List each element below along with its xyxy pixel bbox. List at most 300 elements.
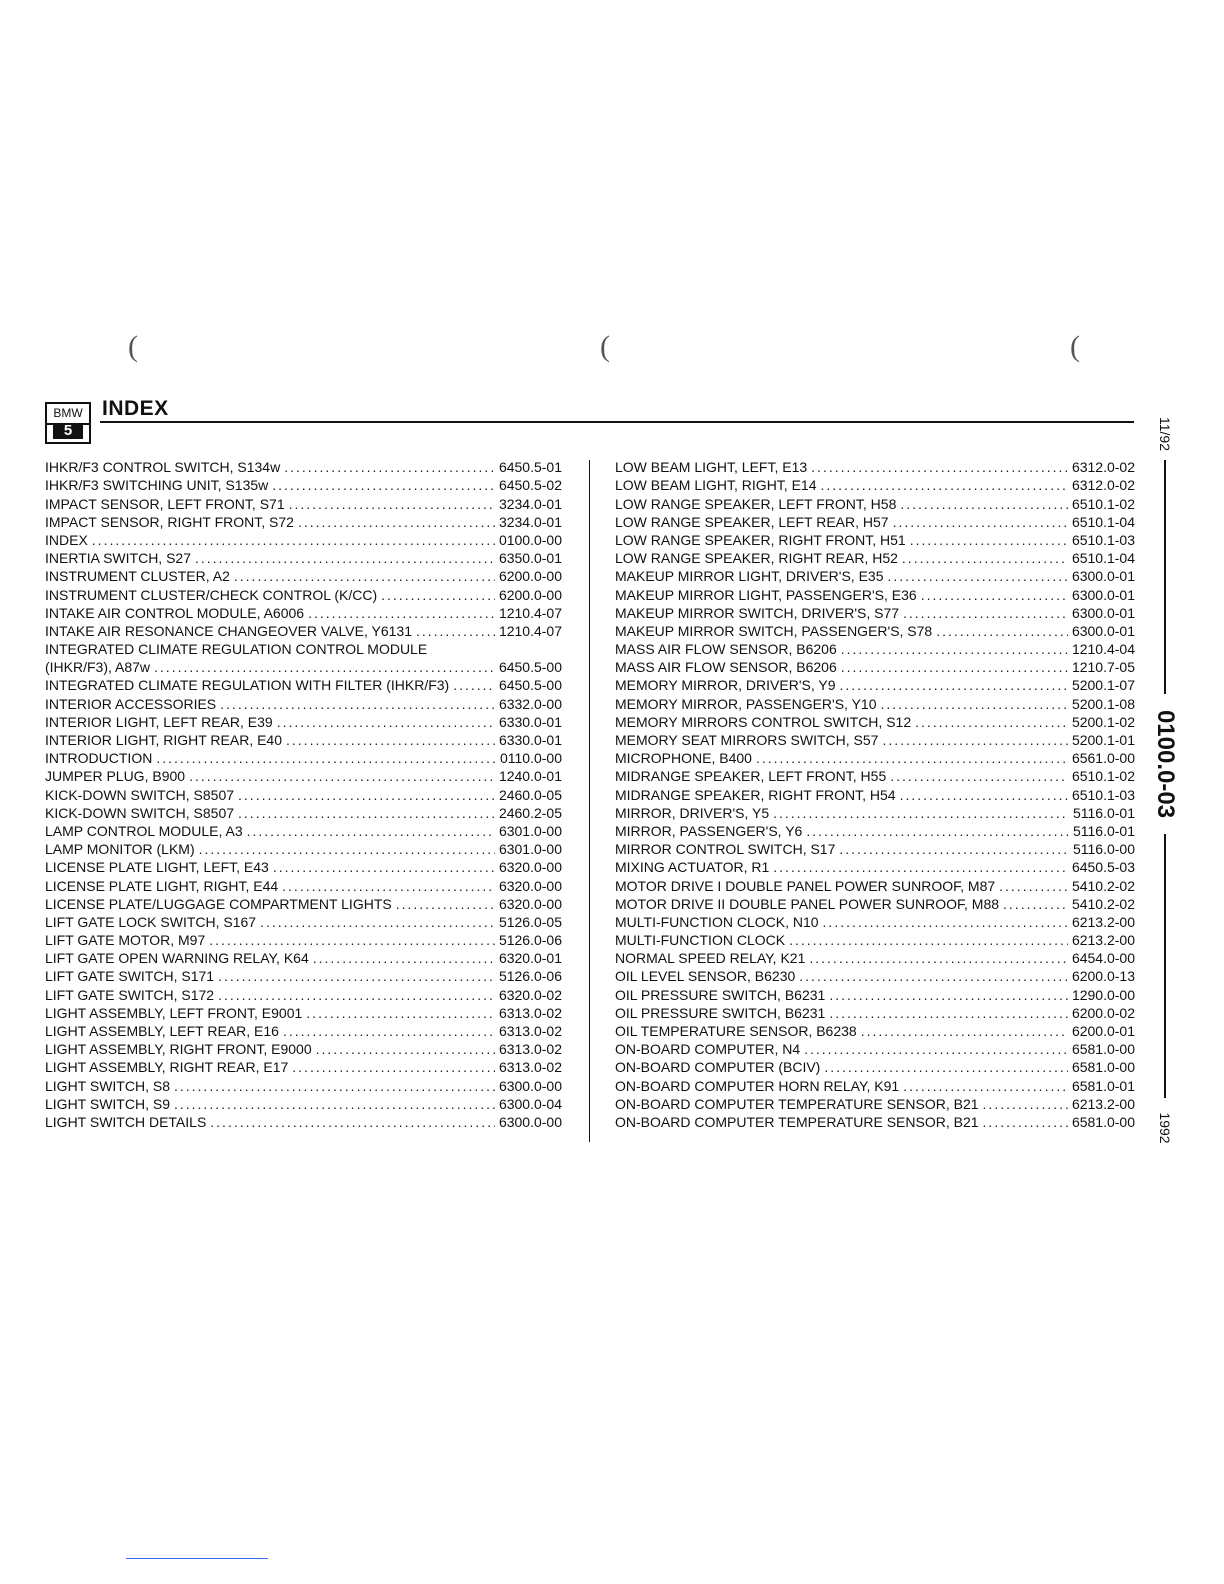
entry-code: 6332.0-00 — [498, 695, 562, 712]
entry-code: 6300.0-01 — [1071, 622, 1135, 639]
entry-code: 6213.2-00 — [1071, 913, 1135, 930]
dot-leader — [316, 1041, 495, 1057]
dot-leader — [840, 677, 1068, 693]
index-entry — [45, 1112, 562, 1130]
entry-name: IMPACT SENSOR, RIGHT FRONT, S72 — [45, 513, 294, 530]
sidebar-year: 1992 — [1157, 1112, 1173, 1144]
index-entry — [615, 748, 1135, 766]
index-entry — [45, 1021, 562, 1039]
index-entry — [615, 984, 1135, 1002]
entry-name: LIGHT SWITCH DETAILS — [45, 1113, 207, 1130]
entry-code: 6200.0-00 — [498, 568, 562, 585]
index-entry — [615, 839, 1135, 857]
entry-code: 6330.0-01 — [498, 713, 562, 730]
dot-leader — [284, 459, 495, 475]
entry-code: 6313.0-02 — [498, 1059, 562, 1076]
index-entry — [45, 894, 562, 912]
dot-leader — [823, 914, 1068, 930]
index-entry — [45, 839, 562, 857]
index-entry — [615, 1094, 1135, 1112]
entry-name: MULTI-FUNCTION CLOCK — [615, 932, 786, 949]
entry-name: INSTRUMENT CLUSTER, A2 — [45, 568, 230, 585]
dot-leader — [234, 568, 495, 584]
index-entry — [45, 566, 562, 584]
entry-name: MEMORY MIRROR, PASSENGER'S, Y10 — [615, 695, 877, 712]
entry-name: LICENSE PLATE LIGHT, LEFT, E43 — [45, 859, 269, 876]
entry-name: MOTOR DRIVE I DOUBLE PANEL POWER SUNROOF, M87 — [615, 877, 996, 894]
entry-name: LIGHT SWITCH, S8 — [45, 1077, 170, 1094]
dot-leader — [861, 1023, 1068, 1039]
dot-leader — [174, 1096, 495, 1112]
dot-leader — [936, 623, 1068, 639]
entry-name: INTRODUCTION — [45, 750, 153, 767]
entry-name: MASS AIR FLOW SENSOR, B6206 — [615, 641, 837, 658]
dot-leader — [416, 623, 495, 639]
dot-leader — [272, 477, 495, 493]
index-entry — [615, 857, 1135, 875]
index-entry — [45, 1075, 562, 1093]
entry-name: (IHKR/F3), A87w — [45, 659, 151, 676]
dot-leader — [156, 750, 496, 766]
index-entry — [615, 493, 1135, 511]
entry-code: 5126.0-05 — [498, 913, 562, 930]
entry-name: MEMORY MIRRORS CONTROL SWITCH, S12 — [615, 713, 912, 730]
index-entry — [615, 712, 1135, 730]
index-entry — [45, 493, 562, 511]
entry-code: 5410.2-02 — [1071, 895, 1135, 912]
entry-name: INTEGRATED CLIMATE REGULATION CONTROL MODULE — [45, 641, 428, 658]
entry-name: MIXING ACTUATOR, R1 — [615, 859, 770, 876]
entry-code: 6450.5-02 — [498, 477, 562, 494]
entry-code: 6300.0-01 — [1071, 604, 1135, 621]
dot-leader — [983, 1114, 1068, 1130]
entry-code: 6300.0-00 — [498, 1077, 562, 1094]
index-entry — [615, 584, 1135, 602]
entry-code: 6350.0-01 — [498, 550, 562, 567]
index-entry — [45, 984, 562, 1002]
dot-leader — [841, 641, 1068, 657]
entry-code: 2460.2-05 — [498, 804, 562, 821]
index-entry — [615, 930, 1135, 948]
entry-name: MICROPHONE, B400 — [615, 750, 752, 767]
index-entry — [615, 675, 1135, 693]
index-entry — [45, 966, 562, 984]
dot-leader — [811, 459, 1068, 475]
dot-leader — [821, 477, 1068, 493]
dot-leader — [773, 805, 1069, 821]
index-entry — [45, 530, 562, 548]
index-entry — [45, 675, 562, 693]
entry-code: 6581.0-00 — [1071, 1041, 1135, 1058]
entry-code: 6320.0-00 — [498, 859, 562, 876]
page-title: INDEX — [102, 397, 169, 420]
entry-code: 2460.0-05 — [498, 786, 562, 803]
logo-series: 5 — [53, 423, 83, 439]
dot-leader — [189, 768, 495, 784]
entry-code: 5116.0-01 — [1072, 822, 1135, 839]
entry-name: OIL PRESSURE SWITCH, B6231 — [615, 1004, 826, 1021]
dot-leader — [298, 514, 495, 530]
entry-name: LIFT GATE OPEN WARNING RELAY, K64 — [45, 950, 309, 967]
entry-code: 6301.0-00 — [498, 841, 562, 858]
index-entry — [45, 1094, 562, 1112]
dot-leader — [839, 841, 1069, 857]
index-entry — [615, 948, 1135, 966]
entry-name: INTERIOR LIGHT, LEFT REAR, E39 — [45, 713, 273, 730]
index-entry — [45, 821, 562, 839]
index-entry — [45, 784, 562, 802]
index-entry — [45, 948, 562, 966]
dot-leader — [900, 787, 1068, 803]
entry-code: 6450.5-03 — [1071, 859, 1135, 876]
entry-name: LICENSE PLATE/LUGGAGE COMPARTMENT LIGHTS — [45, 895, 392, 912]
index-entry — [615, 1003, 1135, 1021]
index-entry — [45, 603, 562, 621]
entry-name: LAMP MONITOR (LKM) — [45, 841, 195, 858]
dot-leader — [289, 496, 495, 512]
entry-code: 6510.1-02 — [1071, 495, 1135, 512]
entry-name: LAMP CONTROL MODULE, A3 — [45, 822, 243, 839]
dot-leader — [218, 968, 495, 984]
entry-name: LOW BEAM LIGHT, RIGHT, E14 — [615, 477, 817, 494]
dot-leader — [238, 805, 495, 821]
index-entry — [45, 657, 562, 675]
entry-name: MAKEUP MIRROR SWITCH, PASSENGER'S, S78 — [615, 622, 933, 639]
dot-leader — [209, 932, 495, 948]
entry-code: 6510.1-04 — [1071, 513, 1135, 530]
entry-code: 1210.4-04 — [1071, 641, 1135, 658]
entry-code: 6510.1-02 — [1071, 768, 1135, 785]
index-entry — [615, 1039, 1135, 1057]
sidebar-rule — [1164, 834, 1166, 1098]
entry-code: 1240.0-01 — [498, 768, 562, 785]
entry-name: KICK-DOWN SWITCH, S8507 — [45, 804, 235, 821]
entry-name: LOW RANGE SPEAKER, LEFT REAR, H57 — [615, 513, 889, 530]
index-entry — [615, 912, 1135, 930]
dot-leader — [900, 496, 1068, 512]
index-entry — [45, 875, 562, 893]
entry-name: IHKR/F3 SWITCHING UNIT, S135w — [45, 477, 269, 494]
sidebar-date: 11/92 — [1157, 417, 1173, 451]
index-entry — [45, 730, 562, 748]
entry-code: 6313.0-02 — [498, 1023, 562, 1039]
entry-code: 6454.0-00 — [1071, 950, 1135, 967]
entry-name: ON-BOARD COMPUTER TEMPERATURE SENSOR, B21 — [615, 1095, 979, 1112]
entry-name: LIGHT ASSEMBLY, RIGHT REAR, E17 — [45, 1059, 289, 1076]
entry-code: 1210.4-07 — [498, 622, 562, 639]
index-entry — [615, 693, 1135, 711]
punch-mark: ( — [128, 330, 138, 363]
entry-name: LIGHT ASSEMBLY, LEFT FRONT, E9001 — [45, 1004, 303, 1021]
entry-name: OIL PRESSURE SWITCH, B6231 — [615, 986, 826, 1003]
index-entry — [615, 730, 1135, 748]
index-entry — [615, 766, 1135, 784]
entry-name: MIDRANGE SPEAKER, RIGHT FRONT, H54 — [615, 786, 896, 803]
entry-code: 3234.0-01 — [498, 513, 562, 530]
entry-name: LIFT GATE MOTOR, M97 — [45, 932, 206, 949]
entry-name: MIRROR CONTROL SWITCH, S17 — [615, 841, 836, 858]
index-entry — [615, 639, 1135, 657]
entry-name: ON-BOARD COMPUTER, N4 — [615, 1041, 801, 1058]
index-entry — [615, 621, 1135, 639]
entry-code: 5116.0-01 — [1072, 804, 1135, 821]
index-entry — [45, 475, 562, 493]
index-entry — [615, 548, 1135, 566]
dot-leader — [282, 878, 495, 894]
index-entry — [615, 803, 1135, 821]
index-entry — [45, 548, 562, 566]
entry-name: NORMAL SPEED RELAY, K21 — [615, 950, 806, 967]
dot-leader — [999, 878, 1068, 894]
index-entry — [45, 639, 562, 657]
index-entry — [45, 584, 562, 602]
entry-name: MULTI-FUNCTION CLOCK, N10 — [615, 913, 819, 930]
dot-leader — [453, 677, 495, 693]
index-entry — [45, 693, 562, 711]
entry-code: 5200.1-01 — [1071, 732, 1135, 748]
entry-code: 6320.0-01 — [498, 950, 562, 967]
entry-name: KICK-DOWN SWITCH, S8507 — [45, 786, 235, 803]
entry-name: MAKEUP MIRROR LIGHT, PASSENGER'S, E36 — [615, 586, 917, 603]
title-rule — [100, 421, 1134, 423]
index-entry — [615, 894, 1135, 912]
entry-code: 5200.1-02 — [1071, 713, 1135, 730]
entry-name: LIFT GATE SWITCH, S171 — [45, 968, 215, 985]
entry-name: ON-BOARD COMPUTER HORN RELAY, K91 — [615, 1077, 900, 1094]
dot-leader — [890, 768, 1068, 784]
entry-code: 6320.0-02 — [498, 986, 562, 1003]
entry-name: MIDRANGE SPEAKER, LEFT FRONT, H55 — [615, 768, 887, 785]
entry-code: 6312.0-02 — [1071, 459, 1135, 476]
dot-leader — [882, 732, 1067, 748]
entry-code: 6581.0-00 — [1071, 1059, 1135, 1076]
entry-name: INERTIA SWITCH, S27 — [45, 550, 191, 567]
dot-leader — [880, 696, 1067, 712]
index-entry — [615, 566, 1135, 584]
index-entry — [45, 1003, 562, 1021]
dot-leader — [154, 659, 495, 675]
entry-code: 6301.0-00 — [498, 822, 562, 839]
dot-leader — [381, 587, 495, 603]
entry-name: MIRROR, DRIVER'S, Y5 — [615, 804, 770, 821]
entry-name: INDEX — [45, 531, 88, 548]
index-entry — [615, 475, 1135, 493]
index-entry — [45, 803, 562, 821]
dot-leader — [887, 568, 1067, 584]
entry-code: 0100.0-00 — [498, 531, 562, 548]
dot-leader — [238, 787, 495, 803]
index-entry — [45, 512, 562, 530]
index-entry — [615, 875, 1135, 893]
entry-code: 6300.0-01 — [1071, 568, 1135, 585]
index-entry — [615, 1021, 1135, 1039]
index-entry — [615, 821, 1135, 839]
column-divider — [589, 460, 590, 1142]
entry-name: LIGHT SWITCH, S9 — [45, 1095, 170, 1112]
dot-leader — [174, 1078, 495, 1094]
entry-name: INTAKE AIR RESONANCE CHANGEOVER VALVE, Y6131 — [45, 622, 412, 639]
entry-code: 6300.0-04 — [498, 1095, 562, 1112]
entry-code: 0110.0-00 — [499, 750, 562, 767]
entry-name: IMPACT SENSOR, LEFT FRONT, S71 — [45, 495, 285, 512]
dot-leader — [903, 605, 1068, 621]
dot-leader — [789, 932, 1068, 948]
entry-name: INTAKE AIR CONTROL MODULE, A6006 — [45, 604, 305, 621]
entry-code: 1210.4-07 — [498, 604, 562, 621]
dot-leader — [773, 859, 1068, 875]
sidebar-code: 0100.0-03 — [1152, 709, 1179, 819]
dot-leader — [841, 659, 1068, 675]
entry-code: 6320.0-00 — [498, 877, 562, 894]
entry-name: MIRROR, PASSENGER'S, Y6 — [615, 822, 803, 839]
entry-code: 5116.0-00 — [1072, 841, 1135, 858]
dot-leader — [756, 750, 1068, 766]
index-entry — [45, 857, 562, 875]
index-entry — [615, 512, 1135, 530]
entry-name: INTERIOR LIGHT, RIGHT REAR, E40 — [45, 732, 283, 748]
dot-leader — [983, 1096, 1068, 1112]
index-entry — [45, 1057, 562, 1075]
entry-name: MAKEUP MIRROR LIGHT, DRIVER'S, E35 — [615, 568, 884, 585]
entry-code: 6300.0-01 — [1071, 586, 1135, 603]
entry-code: 6450.5-01 — [498, 459, 562, 476]
dot-leader — [308, 605, 495, 621]
entry-name: ON-BOARD COMPUTER TEMPERATURE SENSOR, B21 — [615, 1113, 979, 1130]
index-entry — [615, 603, 1135, 621]
dot-leader — [1003, 896, 1068, 912]
entry-code: 6450.5-00 — [498, 659, 562, 676]
entry-code: 6200.0-01 — [1071, 1023, 1135, 1039]
entry-name: MAKEUP MIRROR SWITCH, DRIVER'S, S77 — [615, 604, 900, 621]
dot-leader — [220, 696, 495, 712]
index-entry — [615, 784, 1135, 802]
index-entry — [615, 1057, 1135, 1075]
entry-code: 6510.1-04 — [1071, 550, 1135, 567]
entry-name: INTEGRATED CLIMATE REGULATION WITH FILTER (IHKR/F3) — [45, 677, 450, 694]
index-entry — [45, 712, 562, 730]
entry-code: 5126.0-06 — [498, 932, 562, 949]
dot-leader — [806, 823, 1069, 839]
entry-code: 5200.1-08 — [1071, 695, 1135, 712]
index-right-column — [615, 457, 1135, 1130]
entry-code: 5410.2-02 — [1071, 877, 1135, 894]
entry-code: 6200.0-13 — [1071, 968, 1135, 985]
dot-leader — [195, 550, 495, 566]
dot-leader — [396, 896, 495, 912]
index-entry — [615, 657, 1135, 675]
page-sidebar — [1148, 412, 1182, 1152]
dot-leader — [199, 841, 495, 857]
entry-name: INTERIOR ACCESSORIES — [45, 695, 217, 712]
footer-link-underline — [126, 1558, 268, 1559]
sidebar-rule — [1164, 460, 1166, 694]
entry-code: 6213.2-00 — [1071, 932, 1135, 949]
dot-leader — [829, 987, 1068, 1003]
dot-leader — [893, 514, 1068, 530]
index-entry — [615, 457, 1135, 475]
dot-leader — [804, 1041, 1068, 1057]
entry-code: 6313.0-02 — [498, 1041, 562, 1058]
entry-name: INSTRUMENT CLUSTER/CHECK CONTROL (K/CC) — [45, 586, 378, 603]
dot-leader — [799, 968, 1068, 984]
index-left-column — [45, 457, 562, 1130]
entry-code: 6561.0-00 — [1071, 750, 1135, 767]
dot-leader — [277, 714, 495, 730]
index-entry — [45, 457, 562, 475]
entry-code: 6510.1-03 — [1071, 531, 1135, 548]
entry-name: IHKR/F3 CONTROL SWITCH, S134w — [45, 459, 281, 476]
dot-leader — [921, 587, 1068, 603]
logo-brand: BMW — [47, 404, 89, 425]
entry-name: MEMORY MIRROR, DRIVER'S, Y9 — [615, 677, 836, 694]
dot-leader — [829, 1005, 1068, 1021]
entry-name: LOW RANGE SPEAKER, LEFT FRONT, H58 — [615, 495, 897, 512]
dot-leader — [92, 532, 495, 548]
entry-name: ON-BOARD COMPUTER (BCIV) — [615, 1059, 821, 1076]
dot-leader — [809, 950, 1068, 966]
dot-leader — [218, 987, 495, 1003]
bmw-logo — [45, 402, 91, 444]
index-entry — [615, 530, 1135, 548]
entry-code: 5126.0-06 — [498, 968, 562, 985]
entry-name: OIL TEMPERATURE SENSOR, B6238 — [615, 1023, 857, 1039]
entry-name: LICENSE PLATE LIGHT, RIGHT, E44 — [45, 877, 279, 894]
entry-code: 1290.0-00 — [1071, 986, 1135, 1003]
index-entry — [45, 930, 562, 948]
entry-name: LIGHT ASSEMBLY, LEFT REAR, E16 — [45, 1023, 279, 1039]
entry-code: 6200.0-00 — [498, 586, 562, 603]
dot-leader — [210, 1114, 495, 1130]
entry-code: 1210.7-05 — [1071, 659, 1135, 676]
index-entry — [45, 621, 562, 639]
dot-leader — [313, 950, 495, 966]
entry-name: OIL LEVEL SENSOR, B6230 — [615, 968, 796, 985]
punch-mark: ( — [1070, 330, 1080, 363]
entry-code: 6581.0-01 — [1071, 1077, 1135, 1094]
entry-code: 6313.0-02 — [498, 1004, 562, 1021]
entry-name: LOW RANGE SPEAKER, RIGHT REAR, H52 — [615, 550, 898, 567]
entry-code: 6312.0-02 — [1071, 477, 1135, 494]
entry-code: 6450.5-00 — [498, 677, 562, 694]
dot-leader — [273, 859, 495, 875]
index-entry — [615, 966, 1135, 984]
index-entry — [615, 1075, 1135, 1093]
entry-code: 3234.0-01 — [498, 495, 562, 512]
index-entry — [45, 748, 562, 766]
entry-code: 6300.0-00 — [498, 1113, 562, 1130]
entry-code: 6581.0-00 — [1071, 1113, 1135, 1130]
dot-leader — [286, 732, 495, 748]
entry-name: LIFT GATE SWITCH, S172 — [45, 986, 215, 1003]
dot-leader — [283, 1023, 495, 1039]
dot-leader — [260, 914, 495, 930]
entry-code: 6510.1-03 — [1071, 786, 1135, 803]
entry-name: LIGHT ASSEMBLY, RIGHT FRONT, E9000 — [45, 1041, 312, 1058]
dot-leader — [247, 823, 495, 839]
index-entry — [615, 1112, 1135, 1130]
index-entry — [45, 1039, 562, 1057]
punch-mark: ( — [600, 330, 610, 363]
dot-leader — [902, 550, 1068, 566]
entry-code: 6320.0-00 — [498, 895, 562, 912]
dot-leader — [910, 532, 1068, 548]
entry-name: JUMPER PLUG, B900 — [45, 768, 186, 785]
entry-code: 6200.0-02 — [1071, 1004, 1135, 1021]
entry-name: MASS AIR FLOW SENSOR, B6206 — [615, 659, 837, 676]
index-entry — [45, 912, 562, 930]
dot-leader — [903, 1078, 1068, 1094]
dot-leader — [915, 714, 1068, 730]
